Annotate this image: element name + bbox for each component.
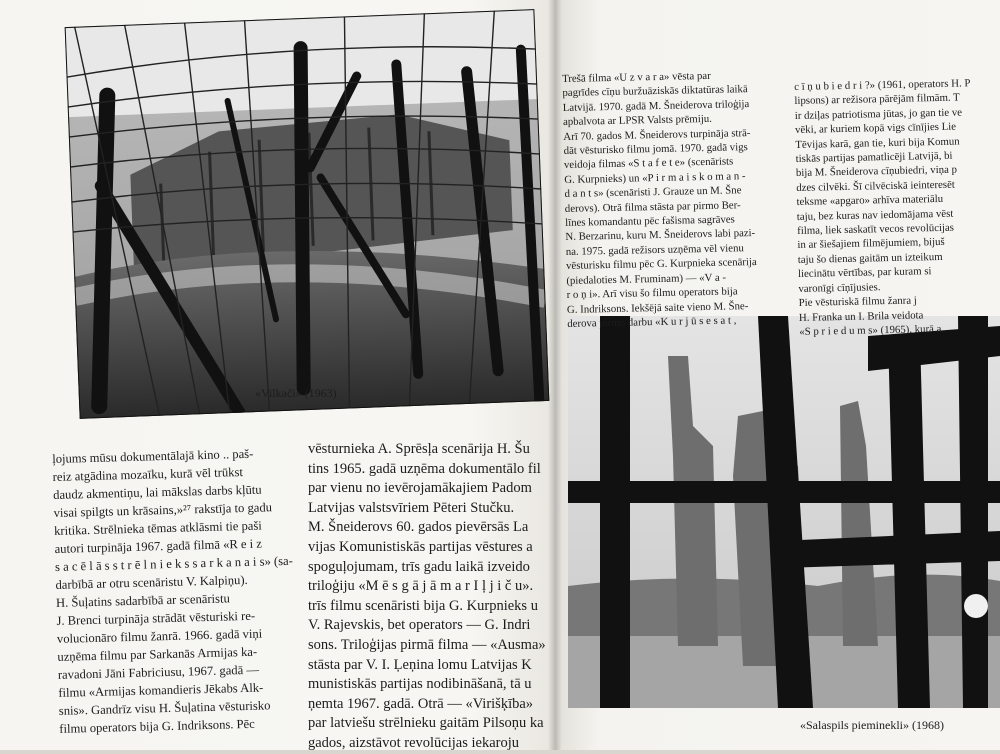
- text-line: sons. Triloģijas pirmā filma — «Ausma»: [308, 636, 546, 653]
- text-line: (piedaloties M. Fruminam) — «V a -: [566, 271, 727, 287]
- text-line: dāt vēsturisko filmu jomā. 1970. gadā vigs: [563, 141, 748, 158]
- barbed-wire-fence-image: [65, 9, 550, 419]
- text-line: c ī ņ u b i e d r i ?» (1961, operators H. P: [794, 77, 971, 93]
- text-line: ļojums mūsu dokumentālajā kino .. paš-: [52, 446, 254, 466]
- text-line: kritika. Strēlnieka tēmas atklāsmi tie paši: [53, 518, 262, 538]
- text-line: vijas Komunistiskās partijas vēstures a: [308, 538, 533, 555]
- right-page-column-1: [562, 67, 797, 331]
- text-line: in ar šiešajiem filmējumiem, bijuš: [797, 236, 945, 252]
- text-line: taju šo dienas gaitām un izteikum: [797, 250, 943, 266]
- text-line: V. Rajevskis, bet operators — G. Indri: [308, 617, 531, 634]
- text-line: Tēvijas karā, gan tie, kuri bija Komun: [795, 135, 960, 151]
- text-line: snis». Gandrīz visu H. Šuļatina vēsturisko: [58, 698, 271, 718]
- text-line: Trešā filma «U z v a r a» vēsta par: [562, 69, 711, 85]
- text-line: triloģiju «M ē s g ā j ā m a r I ļ j i č u».: [308, 578, 534, 595]
- text-line: pagrīdes cīņu buržuāziskās diktatūras laikā: [562, 83, 748, 100]
- text-line: apbalvota ar LPSR Valsts prēmiju.: [562, 113, 712, 129]
- text-line: teksme «apgaro» arhīva materiālu: [796, 193, 944, 209]
- text-line: J. Brenci turpināja strādāt vēsturiski re-: [56, 608, 256, 628]
- text-line: par vienu no ievērojamākajiem Padom: [308, 480, 532, 497]
- text-line: N. Berzarinu, kuru M. Šneiderovs labi pazi-: [565, 227, 756, 244]
- text-line: ravadoni Jāni Fabriciusu, 1967. gadā —: [57, 662, 260, 682]
- text-line: veidoja filmas «S t a f e t e» (scenārists: [563, 155, 734, 172]
- text-line: varonīgi cīņījusies.: [798, 280, 881, 295]
- text-line: vēsturisku filmu pēc G. Kurpnieka scenārija: [565, 256, 757, 273]
- text-line: daudz akmentiņu, lai mākslas darbs kļūtu: [52, 482, 262, 502]
- text-line: M. Šneiderovs 60. gados pievērsās La: [308, 519, 529, 536]
- text-line: r o ņ i». Arī visu šo filmu operators bija: [566, 285, 738, 302]
- text-line: munistiskās partijas nodibināšanā, tā u: [308, 676, 532, 693]
- text-line: bija M. Šneiderova cīņubiedri, viņa p: [795, 164, 958, 180]
- text-line: «S p r i e d u m s» (1965), kurā a: [799, 322, 942, 338]
- left-page-column-2: [308, 440, 548, 754]
- text-line: G. Kurpnieks) un «P i r m a i s k o m a n -: [564, 170, 746, 186]
- text-line: tins 1965. gadā uzņēma dokumentālo fil: [308, 460, 541, 477]
- text-line: Arī 70. gados M. Šneiderovs turpināja strā-: [563, 126, 751, 143]
- salaspils-caption: «Salaspils piemineklі» (1968): [800, 718, 944, 732]
- text-line: filmu operators bija G. Indriksons. Pēc: [59, 716, 255, 736]
- vilkaci-caption: «Vilkači» (1963): [255, 386, 337, 400]
- text-line: visai spilgts un krāsains,»²⁷ rakstīja to gadu: [53, 500, 273, 520]
- text-line: vēsturnieka A. Sprēsļa scenārija H. Šu: [308, 441, 530, 457]
- text-line: H. Šuļatins sadarbībā ar scenāristu: [55, 591, 230, 610]
- text-line: uzņēma filmu par Sarkanās Armijas ka-: [57, 644, 258, 664]
- text-line: liecinātu vērtības, par kuram si: [797, 265, 932, 281]
- text-line: ņemta 1967. gadā. Otrā — «Virišķība»: [308, 695, 534, 712]
- text-line: na. 1975. gadā režisors uzņēma vēl vienu: [565, 242, 744, 258]
- text-line: H. Franka un I. Brila veidota: [798, 308, 924, 324]
- text-line: filma, liek saskatīt vecos revolūcijas: [797, 221, 955, 238]
- text-line: Pie vēsturiskā filmu žanra j: [798, 294, 917, 310]
- text-line: taju, bez kuras nav iedomājama vēst: [796, 207, 954, 223]
- text-line: reiz atgādina mozaīku, kurā vēl trūkst: [52, 465, 244, 484]
- text-line: G. Indriksons. Iekšējā saite vieno M. Šne-: [566, 299, 749, 316]
- text-line: dzes cilvēki. Šī cilvēciskā ieinteresēt: [796, 178, 955, 194]
- salaspils-memorial-image: [568, 316, 1000, 708]
- text-line: s a c ē l ā s s t r ē l n i e k s s a r k a n a i s» (sa-: [54, 553, 293, 574]
- text-line: Latvijā. 1970. gadā M. Šneiderova triloģija: [562, 97, 750, 114]
- text-line: vēki, ar kuriem kopā vigs cīnījies Lie: [794, 120, 957, 137]
- text-line: filmu «Armijas komandieris Jēkabs Alk-: [58, 680, 264, 700]
- text-line: derovs). Otrā filma stāsta par pirmo Ber-: [564, 198, 741, 215]
- text-line: par latviešu strēlnieku gaitām Pilsoņu ka: [308, 715, 544, 732]
- text-line: lipsons) ar režisora pārējām filmām. T: [794, 91, 960, 108]
- text-line: volucionāro filmu žanrā. 1966. gadā viņi: [56, 626, 263, 646]
- text-line: tiskās partijas pamatlicēji Latvijā, bi: [795, 149, 953, 166]
- text-line: gados, aizstāvot revolūcijas iekaroju: [308, 734, 519, 751]
- text-line: d a n t s» (scenāristi J. Grauze un M. Šne: [564, 184, 742, 201]
- vilkaci-photo: [65, 9, 550, 419]
- text-line: spoguļojumam, trīs gadu laikā izveido: [308, 558, 530, 575]
- left-page-column-1: [52, 444, 293, 738]
- text-line: trīs filmu scenāristi bija G. Kurpnieks u: [308, 597, 538, 614]
- text-line: līnes komandantu pēc fašisma sagrāves: [565, 213, 735, 230]
- text-line: autori turpināja 1967. gadā filmā «R e i z: [54, 536, 263, 556]
- book-gutter: [548, 0, 562, 750]
- text-line: Latvijas valstsvīriem Pēteri Stučku.: [308, 499, 515, 516]
- salaspils-photo: [568, 316, 1000, 708]
- right-page-column-2: [794, 76, 1000, 340]
- text-line: ir dziļas patriotisma jūtas, jo gan tie ve: [794, 106, 963, 122]
- text-line: darbībā ar otru scenāristu V. Kalpiņu).: [55, 572, 248, 592]
- text-line: stāsta par V. I. Ļeņina lomu Latvijas K: [308, 656, 532, 673]
- text-line: derova pirmo darbu «K u r j ū s e s a t ,: [567, 314, 737, 330]
